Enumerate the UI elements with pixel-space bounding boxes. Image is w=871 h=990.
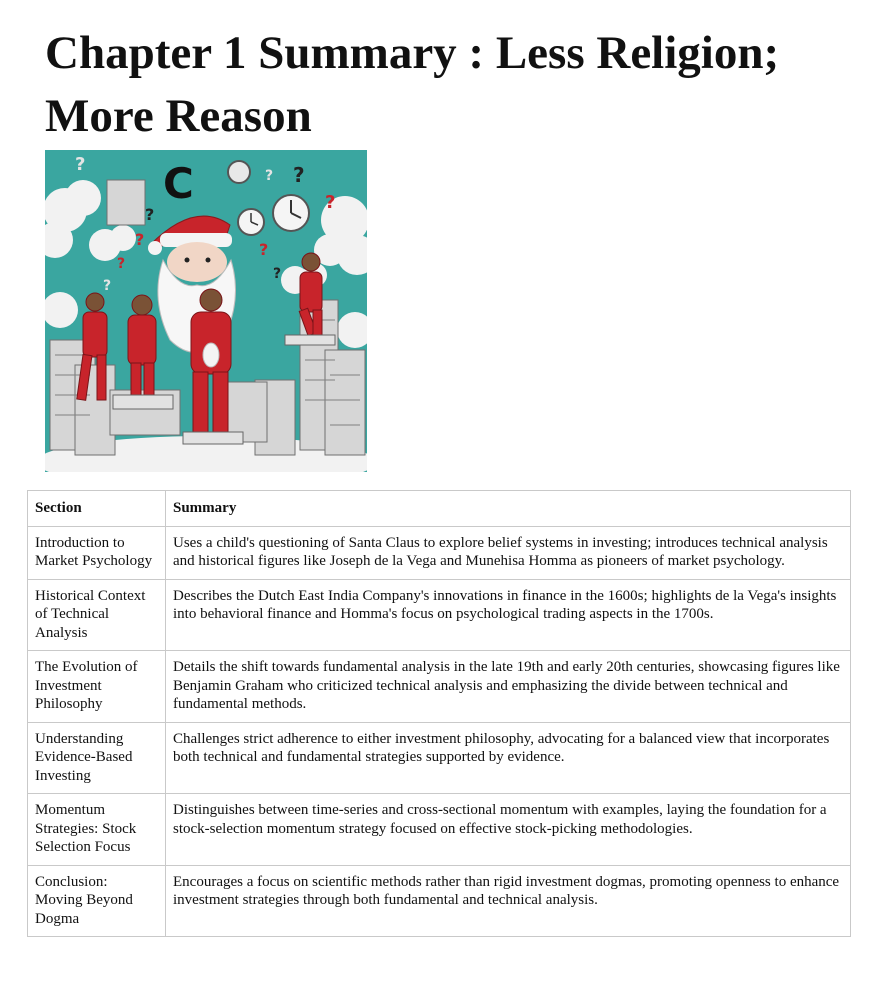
summary-table: [27, 490, 851, 937]
svg-text:?: ?: [265, 168, 274, 184]
section-cell: The Evolution of Investment Philosophy: [28, 651, 166, 723]
svg-text:?: ?: [117, 256, 126, 272]
table-row: [28, 579, 851, 651]
table-row: [28, 794, 851, 866]
section-cell: Introduction to Market Psychology: [28, 526, 166, 579]
table-header-row: [28, 491, 851, 527]
summary-cell: Challenges strict adherence to either investment philosophy, advocating for a balanced view that incorporates both technical and fundamental strategies supported by evidence.: [166, 722, 851, 794]
section-cell: Understanding Evidence-Based Investing: [28, 722, 166, 794]
table-row: [28, 526, 851, 579]
table-row: [28, 722, 851, 794]
svg-text:?: ?: [273, 266, 282, 282]
section-cell: Conclusion: Moving Beyond Dogma: [28, 865, 166, 937]
svg-text:?: ?: [75, 154, 86, 175]
svg-text:?: ?: [103, 278, 112, 294]
chapter-illustration: [45, 150, 367, 472]
summary-cell: Distinguishes between time-series and cross-sectional momentum with examples, laying the foundation for a stock-selection momentum strategy focused on effective stock-picking methodologies.: [166, 794, 851, 866]
summary-cell: Encourages a focus on scientific methods rather than rigid investment dogmas, promoting openness to enhance investment strategies through both fundamental and technical analysis.: [166, 865, 851, 937]
section-cell: Momentum Strategies: Stock Selection Focus: [28, 794, 166, 866]
logo-letter: C: [163, 159, 194, 208]
page-title: Chapter 1 Summary : Less Religion; More Reason: [45, 27, 780, 142]
summary-cell: Uses a child's questioning of Santa Claus to explore belief systems in investing; introduces technical analysis and historical figures like Joseph de la Vega and Munehisa Homma as pioneers of market psychology.: [166, 526, 851, 579]
table-row: [28, 865, 851, 937]
summary-cell: Describes the Dutch East India Company's innovations in finance in the 1600s; highlights de la Vega's insights into behavioral finance and Homma's focus on psychological trading aspects in the 1700s.: [166, 579, 851, 651]
section-cell: Historical Context of Technical Analysis: [28, 579, 166, 651]
column-header-section: Section: [28, 491, 166, 527]
table-row: [28, 651, 851, 723]
column-header-summary: Summary: [166, 491, 851, 527]
svg-text:?: ?: [145, 205, 155, 224]
svg-text:?: ?: [259, 240, 269, 259]
svg-text:?: ?: [293, 163, 305, 187]
svg-text:?: ?: [325, 192, 336, 213]
summary-cell: Details the shift towards fundamental analysis in the late 19th and early 20th centuries, showcasing figures like Benjamin Graham who criticized technical analysis and emphasizing the divide between technical and fundamental methods.: [166, 651, 851, 723]
svg-text:?: ?: [135, 230, 145, 249]
